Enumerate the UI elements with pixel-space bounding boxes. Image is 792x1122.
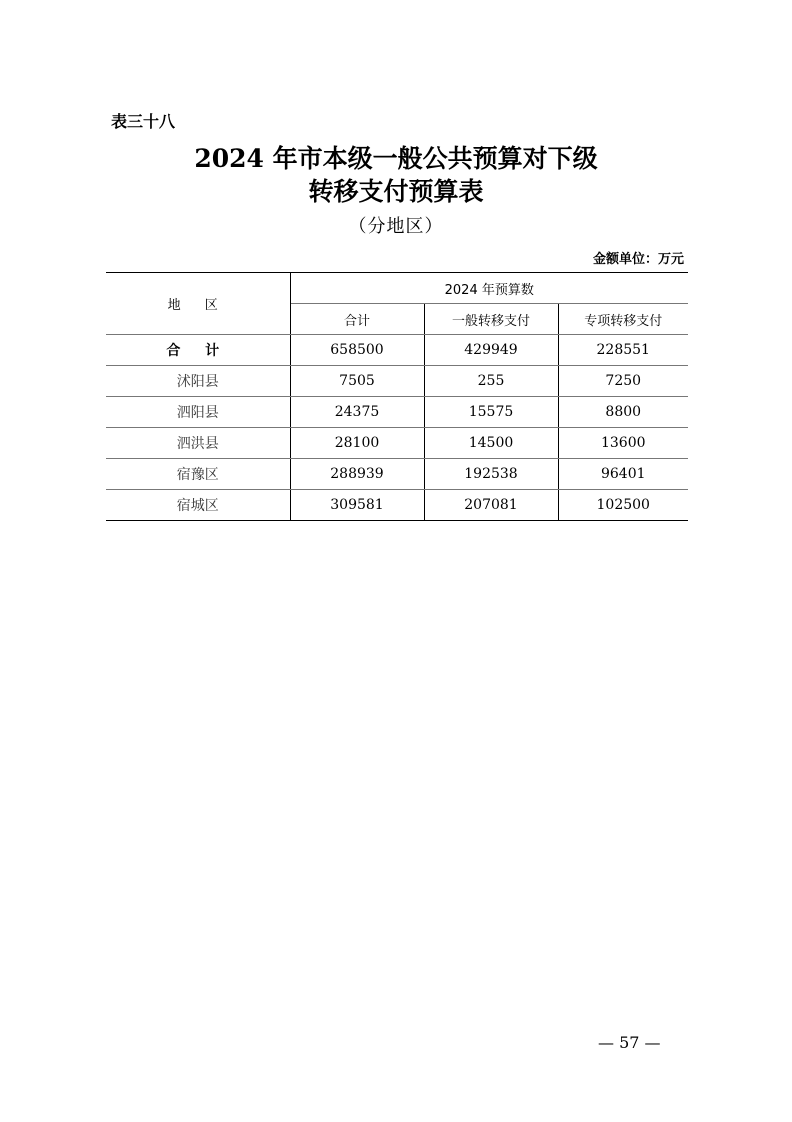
- cell-general: 14500: [424, 428, 558, 459]
- cell-general: 15575: [424, 397, 558, 428]
- table-row: [106, 490, 688, 521]
- total-label: 合 计: [106, 335, 290, 366]
- cell-special: 13600: [558, 428, 688, 459]
- region-name: 宿豫区: [106, 459, 290, 490]
- cell-total: 24375: [290, 397, 424, 428]
- cell-total: 28100: [290, 428, 424, 459]
- table-row: [106, 366, 688, 397]
- header-total: 合计: [290, 304, 424, 335]
- cell-special: 7250: [558, 366, 688, 397]
- region-name: 泗洪县: [106, 428, 290, 459]
- total-special: 228551: [558, 335, 688, 366]
- region-name: 泗阳县: [106, 397, 290, 428]
- header-row-1: [106, 273, 688, 304]
- region-name: 沭阳县: [106, 366, 290, 397]
- page-subtitle: （分地区）: [348, 216, 444, 237]
- budget-table: [106, 272, 688, 521]
- unit-label: 金额单位：万元: [592, 252, 684, 267]
- cell-general: 192538: [424, 459, 558, 490]
- table-row: [106, 397, 688, 428]
- total-general: 429949: [424, 335, 558, 366]
- cell-special: 96401: [558, 459, 688, 490]
- cell-special: 102500: [558, 490, 688, 521]
- cell-general: 255: [424, 366, 558, 397]
- page-title-line1: 2024 年市本级一般公共预算对下级: [194, 144, 598, 173]
- total-total: 658500: [290, 335, 424, 366]
- cell-total: 7505: [290, 366, 424, 397]
- total-row: [106, 335, 688, 366]
- page-number: — 57 —: [598, 1033, 661, 1052]
- cell-special: 8800: [558, 397, 688, 428]
- region-name: 宿城区: [106, 490, 290, 521]
- table-label: 表三十八: [111, 112, 176, 131]
- cell-total: 309581: [290, 490, 424, 521]
- cell-general: 207081: [424, 490, 558, 521]
- header-special: 专项转移支付: [558, 304, 688, 335]
- table-row: [106, 459, 688, 490]
- page-title-line2: 转移支付预算表: [308, 177, 484, 206]
- header-general: 一般转移支付: [424, 304, 558, 335]
- cell-total: 288939: [290, 459, 424, 490]
- header-region: 地 区: [106, 273, 290, 335]
- header-group: 2024 年预算数: [290, 273, 688, 304]
- table-row: [106, 428, 688, 459]
